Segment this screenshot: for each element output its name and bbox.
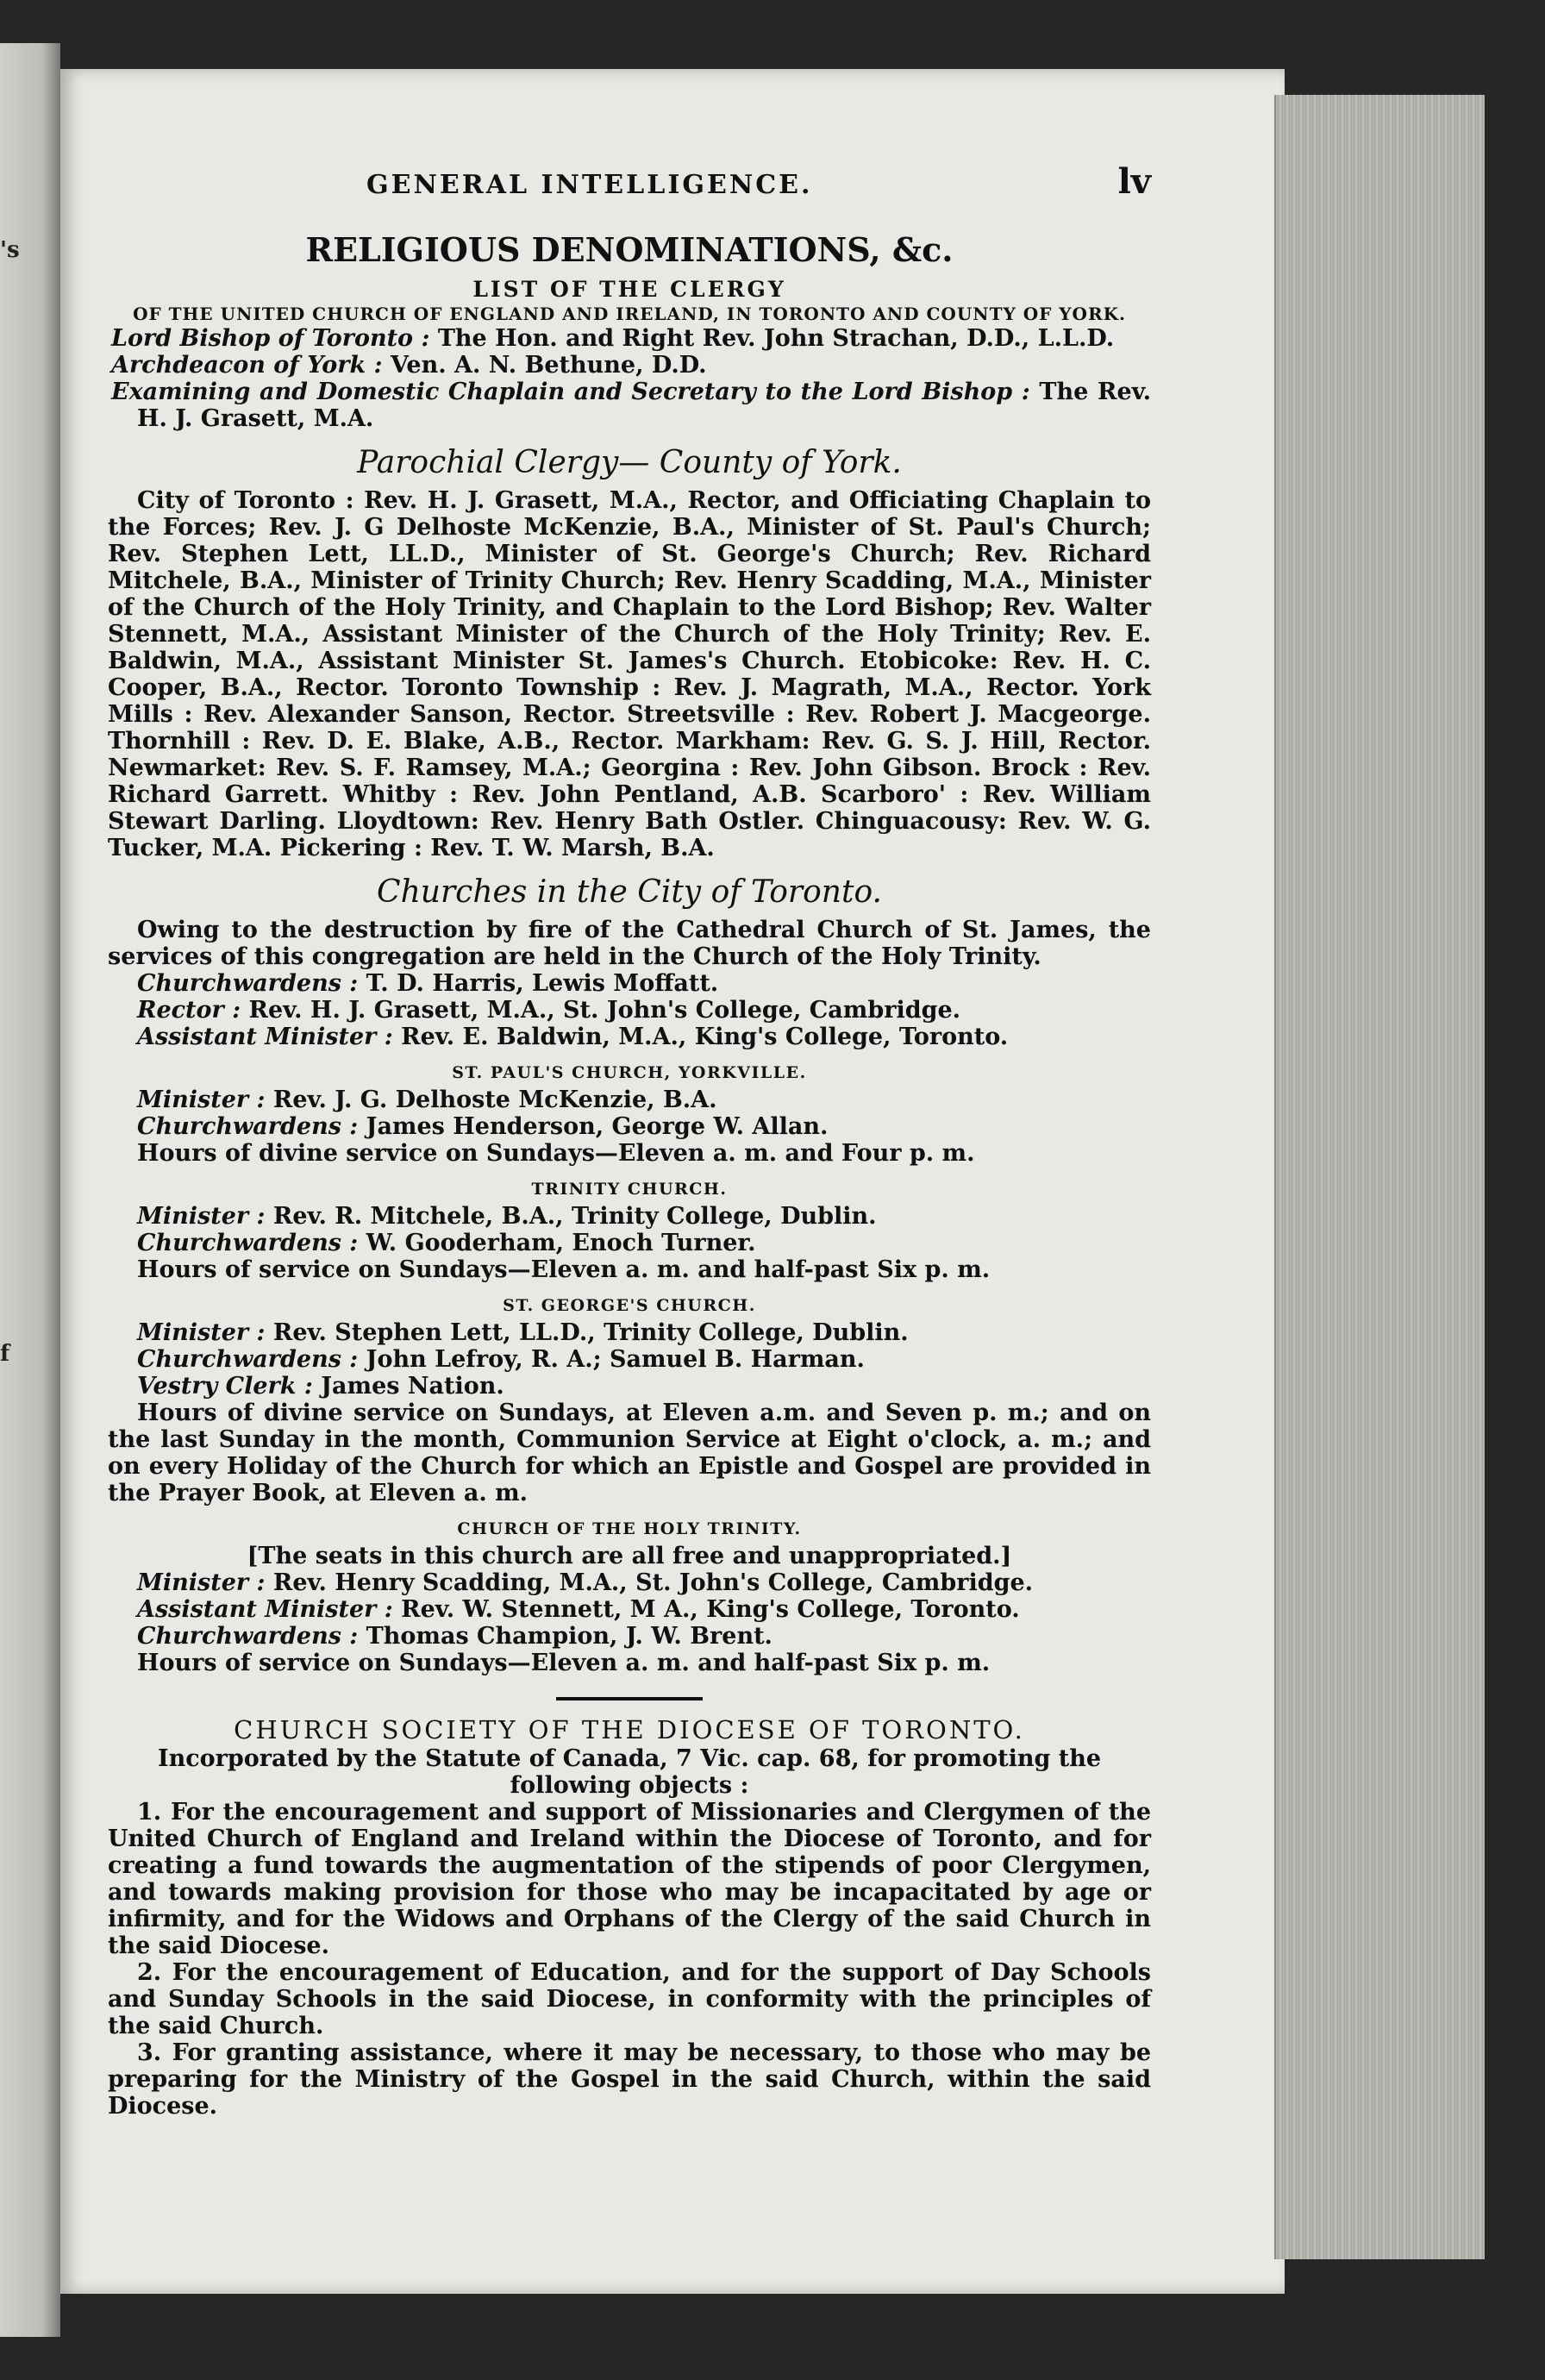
page-content (108, 161, 1151, 2120)
list-subtitle-2: OF THE UNITED CHURCH OF ENGLAND AND IRELAND, IN TORONTO AND COUNTY OF YORK. (133, 304, 1126, 324)
page-title: RELIGIOUS DENOMINATIONS, &c. (305, 230, 954, 269)
service-hours: Hours of service on Sundays—Eleven a. m. and half-past Six p. m. (137, 1256, 991, 1283)
cathedral-line: Assistant Minister : Rev. E. Baldwin, M.A., King's College, Toronto. (137, 1024, 1009, 1050)
church-line: Vestry Clerk : James Nation. (137, 1373, 504, 1400)
seats-note: [The seats in this church are all free and unappropriated.] (247, 1543, 1012, 1569)
society-object: 1. For the encouragement and support of Missionaries and Clergymen of the United Church of England and Ireland within the Diocese of Toronto, and for creating a fund towards the augmentation of the stipends of poor Clergymen, and towards making provision for those who may be incapacitated by age or infirmity, and for the Widows and Orphans of the Clergy of the said Church in the said Diocese. (108, 1799, 1151, 1959)
cathedral-line: Rector : Rev. H. J. Grasett, M.A., St. John's College, Cambridge. (137, 997, 961, 1024)
church-line: Minister : Rev. Henry Scadding, M.A., St. John's College, Cambridge. (137, 1569, 1034, 1596)
church-line: Churchwardens : James Henderson, George W. Allan. (137, 1113, 829, 1140)
divider-rule (556, 1697, 703, 1700)
church-line: Churchwardens : Thomas Champion, J. W. Brent. (137, 1623, 772, 1650)
service-hours: Hours of divine service on Sundays, at Eleven a.m. and Seven p. m.; and on the last Sunday in the month, Communion Service at Eight o'clock, a. m.; and on every Holiday of the Church for which an Epistle and Gospel are provided in the Prayer Book, at Eleven a. m. (108, 1400, 1151, 1506)
society-incorporation: Incorporated by the Statute of Canada, 7 Vic. cap. 68, for promoting the following objects : (157, 1745, 1102, 1799)
running-header (108, 161, 1151, 202)
parochial-heading: Parochial Clergy— County of York. (357, 445, 902, 480)
cathedral-note: Owing to the destruction by fire of the Cathedral Church of St. James, the services of this congregation are held in the Church of the Holy Trinity. (108, 917, 1151, 970)
church-line: Minister : Rev. R. Mitchele, B.A., Trinity College, Dublin. (137, 1203, 877, 1230)
church-line: Assistant Minister : Rev. W. Stennett, M A., King's College, Toronto. (137, 1596, 1020, 1623)
church-line: Churchwardens : John Lefroy, R. A.; Samuel B. Harman. (137, 1346, 865, 1373)
society-object: 3. For granting assistance, where it may be necessary, to those who may be preparing for the Ministry of the Gospel in the said Church, within the said Diocese. (108, 2039, 1151, 2120)
church-heading: ST. GEORGE'S CHURCH. (503, 1296, 756, 1315)
church-line: Minister : Rev. Stephen Lett, LL.D., Trinity College, Dublin. (137, 1319, 909, 1346)
page-number: lv (1117, 161, 1151, 202)
church-line: Churchwardens : W. Gooderham, Enoch Turner. (137, 1230, 756, 1256)
service-hours: Hours of divine service on Sundays—Eleven a. m. and Four p. m. (137, 1140, 975, 1167)
church-heading: CHURCH OF THE HOLY TRINITY. (457, 1519, 802, 1538)
churches-heading: Churches in the City of Toronto. (377, 874, 882, 910)
facing-page-fragment: 's (0, 237, 20, 263)
list-subtitle: LIST OF THE CLERGY (472, 277, 786, 302)
official-line: Archdeacon of York : Ven. A. N. Bethune, D.D. (111, 352, 707, 379)
running-head: GENERAL INTELLIGENCE. (366, 170, 813, 200)
facing-page-fragment: f (0, 1341, 10, 1367)
cathedral-line: Churchwardens : T. D. Harris, Lewis Moffatt. (137, 970, 719, 997)
church-line: Minister : Rev. J. G. Delhoste McKenzie, B.A. (137, 1087, 717, 1113)
parochial-paragraph: City of Toronto : Rev. H. J. Grasett, M.A., Rector, and Officiating Chaplain to the Forces; Rev. J. G Delhoste McKenzie, B.A., Minister of St. Paul's Church; Rev. Stephen Lett, LL.D., Minister of St. George's Church; Rev. Richard Mitchele, B.A., Minister of Trinity Church; Rev. Henry Scadding, M.A., Minister of the Church of the Holy Trinity, and Chaplain to the Lord Bishop; Rev. Walter Stennett, M.A., Assistant Minister of the Church of the Holy Trinity; Rev. E. Baldwin, M.A., Assistant Minister St. James's Church. Etobicoke: Rev. H. C. Cooper, B.A., Rector. Toronto Township : Rev. J. Magrath, M.A., Rector. York Mills : Rev. Alexander Sanson, Rector. Streetsville : Rev. Robert J. Macgeorge. Thornhill : Rev. D. E. Blake, A.B., Rector. Markham: Rev. G. S. J. Hill, Rector. Newmarket: Rev. S. F. Ramsey, M.A.; Georgina : Rev. John Gibson. Brock : Rev. Richard Garrett. Whitby : Rev. John Pentland, A.B. Scarboro' : Rev. William Stewart Darling. Lloydtown: Rev. Henry Bath Ostler. Chinguacousy: Rev. W. G. Tucker, M.A. Pickering : Rev. T. W. Marsh, B.A. (108, 487, 1151, 861)
church-heading: TRINITY CHURCH. (531, 1180, 728, 1199)
service-hours: Hours of service on Sundays—Eleven a. m. and half-past Six p. m. (137, 1650, 991, 1676)
page-edges (1274, 95, 1485, 2259)
society-object: 2. For the encouragement of Education, and for the support of Day Schools and Sunday Schools in the said Diocese, in conformity with the principles of the said Church. (108, 1959, 1151, 2039)
society-heading: CHURCH SOCIETY OF THE DIOCESE OF TORONTO. (234, 1715, 1025, 1744)
official-line: Examining and Domestic Chaplain and Secretary to the Lord Bishop : The Rev. H. J. Grasett, M.A. (111, 379, 1151, 432)
official-line: Lord Bishop of Toronto : The Hon. and Right Rev. John Strachan, D.D., L.L.D. (111, 325, 1115, 352)
church-heading: ST. PAUL'S CHURCH, YORKVILLE. (452, 1063, 807, 1082)
facing-page-edge (0, 43, 60, 2337)
